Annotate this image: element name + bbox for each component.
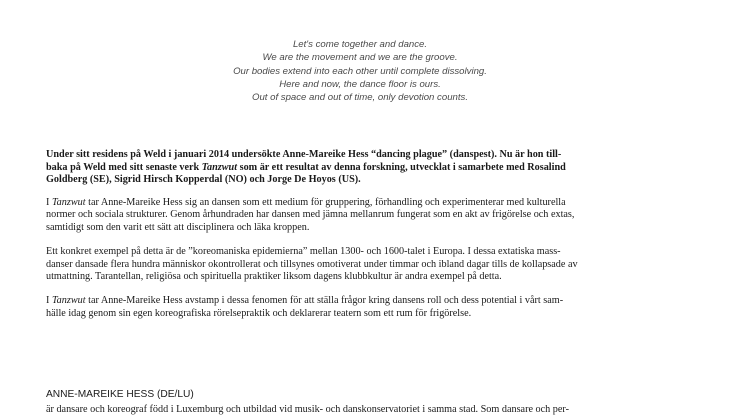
para-text: I [46,295,52,307]
work-title: Tanzwut [201,161,238,173]
para-line [46,295,563,306]
bio-heading: ANNE-MAREIKE HESS (DE/LU) [46,389,194,400]
para-line: danser dansade flera hundra människor okontrollerat och tillsynes omotiverat under timmar och ibland dagar tills de kollapsade av [46,258,578,270]
poem-line: Here and now, the dance floor is ours. [279,78,441,90]
para-text: I [46,196,52,208]
para-line: Ett konkret exempel på detta är de ”koreomaniska epidemierna” mellan 1300- och 1600-talet i Europa. I dessa extatiska mass- [46,246,561,258]
intro-text: som är ett resultat av denna forskning, utvecklat i samarbete med Rosalind [237,161,566,173]
body-paragraph-2 [46,246,706,284]
bio-text: är dansare och koreograf född i Luxemburg och utbildad vid musik- och danskonservatoriet i samma stad. Som dansare och per- [46,404,569,415]
para-text: tar Anne-Mareike Hess sig an dansen som ett medium för gruppering, förhandling och experimenterar med kulturella [85,196,566,208]
intro-line: Goldberg (SE), Sigrid Hirsch Kopperdal (NO) och Jorge De Hoyos (US). [46,174,361,186]
para-line: utmattning. Tarantellan, religiösa och spirituella praktiker liksom dagens klubbkultur är andra exempel på detta. [46,271,502,283]
body-paragraph-1 [46,197,706,235]
poem-line: Out of space and out of time, only devotion counts. [252,92,468,104]
poem-line: We are the movement and we are the groove. [262,52,458,64]
intro-paragraph [46,149,706,187]
para-line: hälle idag genom sin egen koreografiska rörelsepraktik och deklarerar teatern som ett rum för frigörelse. [46,307,472,319]
intro-text: baka på Weld med sitt senaste verk [46,161,202,173]
poem-line: Let's come together and dance. [292,39,428,50]
para-line: samtidigt som den varit ett sätt att disciplinera och läka kroppen. [46,221,310,233]
intro-line: Under sitt residens på Weld i januari 2014 undersökte Anne-Mareike Hess “dancing plague” (danspest). Nu är hon till- [46,149,562,160]
epigraph-poem [0,38,720,104]
press-text [46,149,706,332]
work-title: Tanzwut [51,196,86,208]
intro-line [46,162,566,173]
para-line: normer och sociala strukturer. Genom århundraden har dansen med jämna mellanrum fungerat som en akt av frigörelse och extas, [46,209,575,221]
work-title: Tanzwut [51,295,86,307]
para-line [46,197,566,208]
poem-line: Our bodies extend into each other until complete dissolving. [233,65,487,77]
body-paragraph-3 [46,295,706,320]
para-text: tar Anne-Mareike Hess avstamp i dessa fenomen för att ställa frågor kring dansens roll och dess potential i vårt sam- [85,295,564,307]
